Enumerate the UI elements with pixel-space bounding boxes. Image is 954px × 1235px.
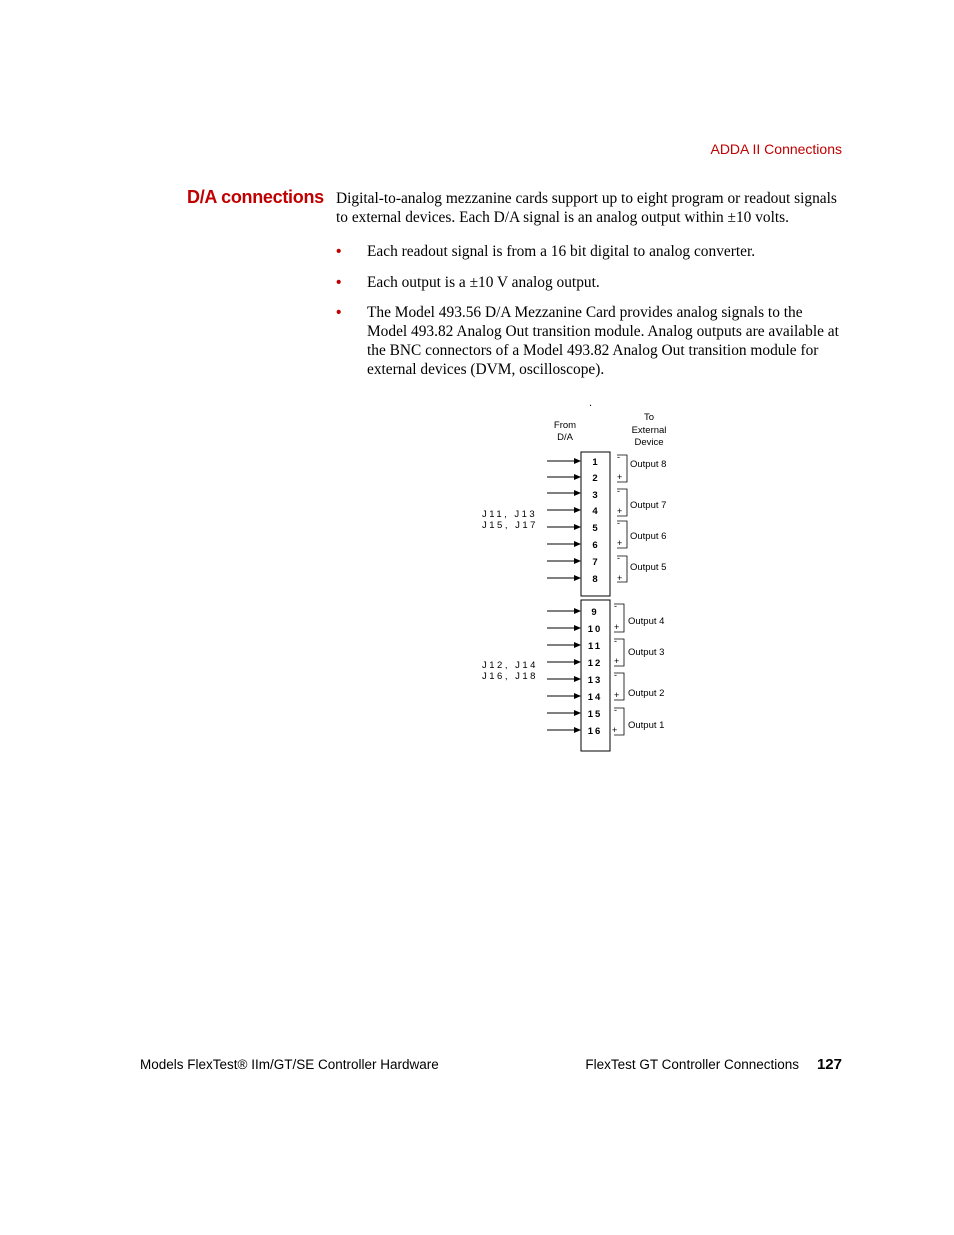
bullet-text: The Model 493.56 D/A Mezzanine Card provides analog signals to the Model 493.82 Analog Out transition module. Analog outputs are available at the BNC connectors of a Model 493.82 Analog Out transition module for external devices (DVM, oscilloscope).	[367, 304, 839, 378]
output-2	[614, 670, 664, 700]
pin-number: 15	[587, 709, 603, 720]
outputs-group1	[617, 452, 666, 583]
plus-sign: +	[617, 506, 623, 516]
minus-sign: -	[617, 486, 620, 496]
pin-number: 2	[592, 473, 598, 484]
jack-label-group2-line2: J16, J18	[482, 671, 538, 682]
output-label: Output 1	[628, 720, 665, 731]
output-label: Output 8	[630, 459, 667, 470]
pin-number: 16	[587, 726, 603, 737]
output-6	[617, 518, 666, 548]
pin-number: 5	[592, 523, 598, 534]
output-8	[617, 452, 666, 482]
output-3	[614, 636, 664, 666]
pin-number: 9	[591, 607, 599, 618]
header-section-link[interactable]: ADDA II Connections	[710, 141, 842, 157]
intro-paragraph: Digital-to-analog mezzanine cards support up to eight program or readout signals to external devices. Each D/A signal is an analog output within ±10 volts.	[336, 190, 837, 226]
plus-sign: +	[614, 690, 620, 700]
pin-number: 13	[587, 675, 603, 686]
group2-pins	[547, 607, 602, 737]
output-label: Output 3	[628, 647, 665, 658]
pin-number: 8	[592, 574, 598, 585]
minus-sign: -	[617, 452, 620, 462]
output-label: Output 7	[630, 500, 667, 511]
from-label-line2: D/A	[557, 432, 573, 443]
section-title: D/A connections	[187, 187, 324, 207]
minus-sign: -	[614, 670, 617, 680]
outputs-group2	[612, 601, 664, 735]
plus-sign: +	[617, 573, 623, 583]
output-7	[617, 486, 666, 516]
pin-number: 3	[592, 490, 598, 501]
plus-sign: +	[612, 725, 618, 735]
plus-sign: +	[614, 622, 620, 632]
minus-sign: -	[614, 636, 617, 646]
to-label-line2: External	[631, 425, 667, 436]
output-label: Output 2	[628, 688, 665, 699]
from-label-line1: From	[553, 420, 577, 431]
pin-number: 4	[592, 506, 598, 517]
bullet-text: Each output is a ±10 V analog output.	[367, 273, 600, 291]
plus-sign: +	[614, 656, 620, 666]
pin-number: 11	[587, 641, 603, 652]
minus-sign: -	[614, 705, 617, 715]
group1-pins	[547, 457, 598, 585]
footer-document-title: Models FlexTest® IIm/GT/SE Controller Hardware	[140, 1057, 439, 1072]
to-label-line1: To	[643, 412, 655, 423]
pin-number: 7	[592, 557, 598, 568]
bullet-text: Each readout signal is from a 16 bit digital to analog converter.	[367, 243, 756, 260]
bullet-icon: •	[336, 273, 342, 291]
minus-sign: -	[614, 601, 617, 611]
to-label-line3: Device	[634, 437, 664, 448]
footer-chapter-title: FlexTest GT Controller Connections	[585, 1057, 799, 1072]
pin-number: 6	[592, 540, 598, 551]
pin-number: 14	[587, 692, 603, 703]
plus-sign: +	[617, 472, 623, 482]
pin-number: 1	[592, 457, 598, 468]
page-number: 127	[816, 1056, 842, 1073]
bullet-icon: •	[336, 304, 342, 322]
output-label: Output 4	[628, 616, 665, 627]
output-label: Output 6	[630, 531, 667, 542]
pin-number: 10	[587, 624, 603, 635]
output-4	[614, 601, 664, 632]
minus-sign: -	[617, 518, 620, 528]
plus-sign: +	[617, 538, 623, 548]
jack-label-group1-line1: J11, J13	[482, 509, 538, 520]
bullet-icon: •	[336, 243, 342, 260]
pin-number: 12	[587, 658, 603, 669]
minus-sign: -	[617, 553, 620, 563]
jack-label-group2-line1: J12, J14	[482, 660, 538, 671]
jack-label-group1-line2: J15, J17	[482, 520, 538, 531]
stray-mark: .	[589, 397, 593, 409]
output-5	[617, 553, 666, 583]
output-1	[612, 705, 664, 735]
output-label: Output 5	[630, 562, 667, 573]
